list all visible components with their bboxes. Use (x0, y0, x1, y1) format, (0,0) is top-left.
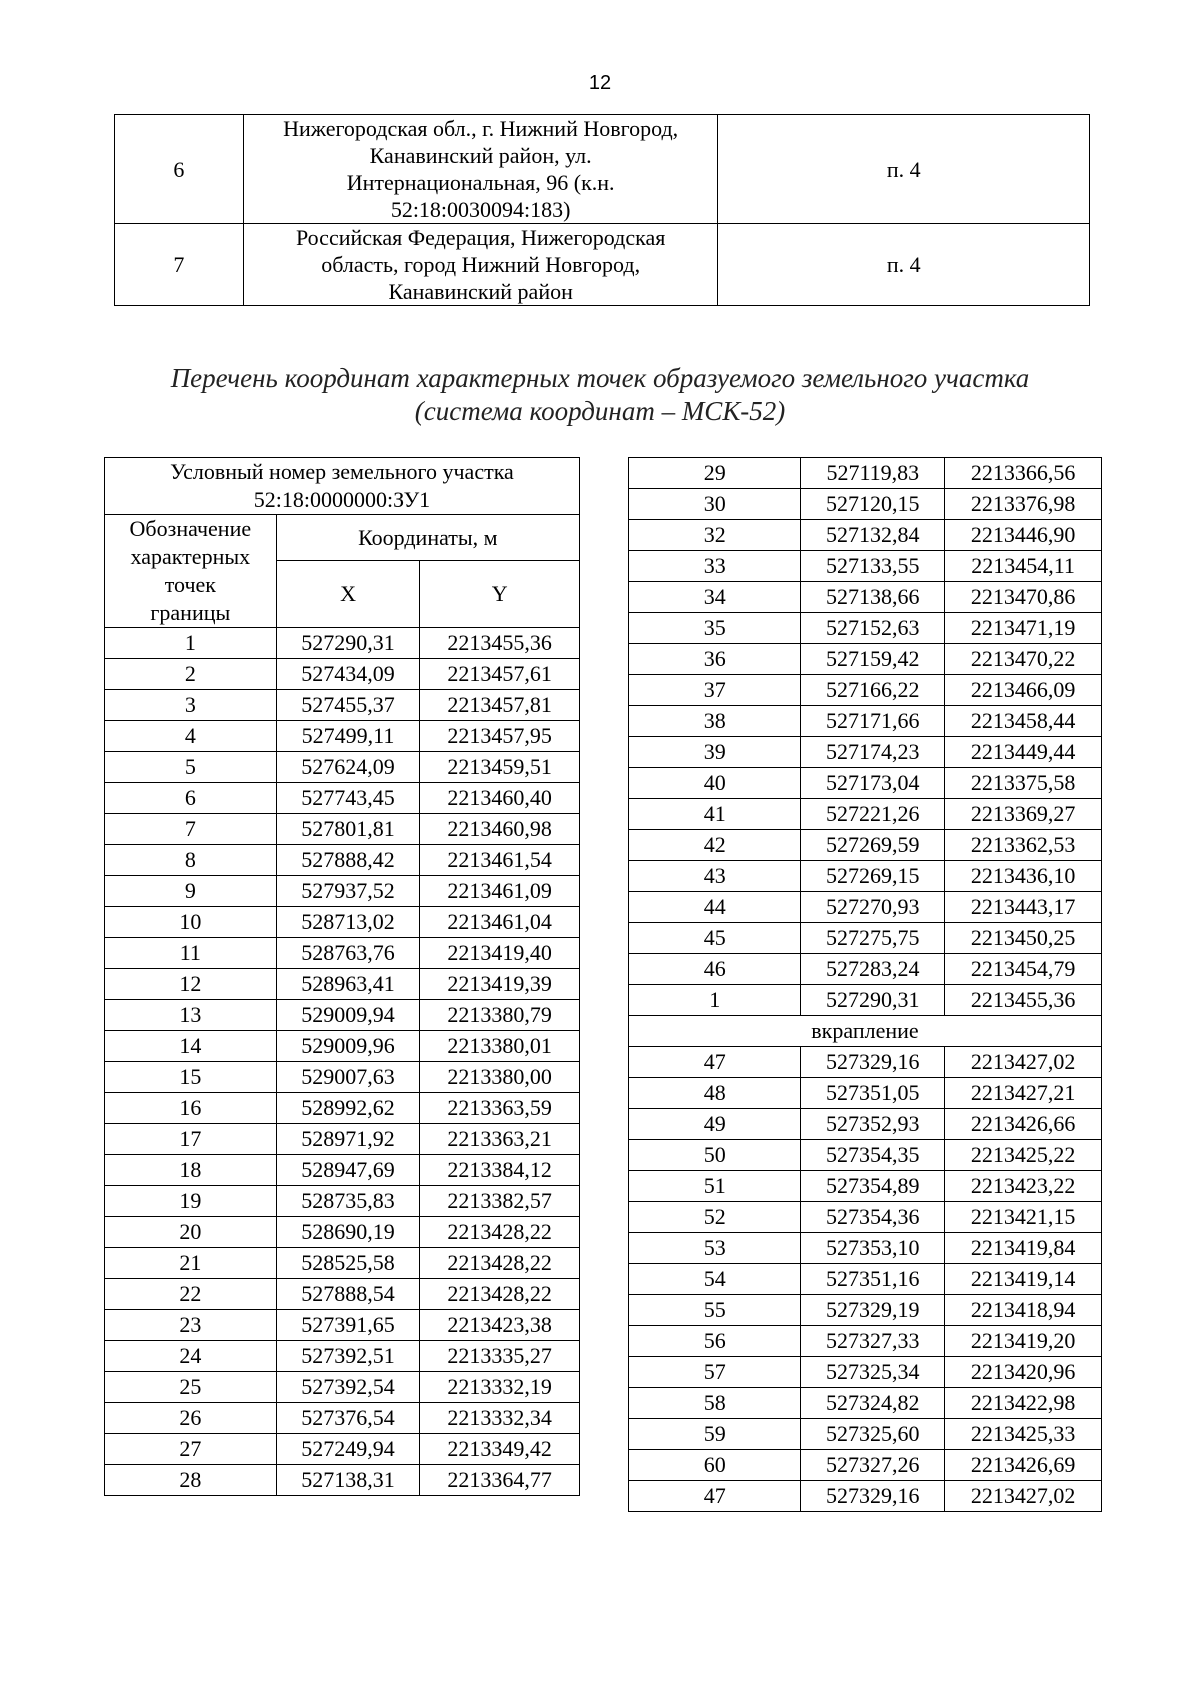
point-number: 32 (629, 520, 801, 551)
x-value: 528690,19 (276, 1217, 420, 1248)
address-line: 52:18:0030094:183) (390, 197, 571, 222)
point-header (105, 515, 277, 628)
x-value: 528992,62 (276, 1093, 420, 1124)
x-value: 527249,94 (276, 1434, 420, 1465)
point-header-line: границы (150, 600, 231, 625)
table-row (629, 799, 1102, 830)
point-number: 37 (629, 675, 801, 706)
point-number: 41 (629, 799, 801, 830)
point-number: 4 (105, 721, 277, 752)
x-value: 527133,55 (801, 551, 945, 582)
x-value: 527455,37 (276, 690, 420, 721)
y-value: 2213454,79 (945, 954, 1102, 985)
y-value: 2213376,98 (945, 489, 1102, 520)
point-number: 22 (105, 1279, 277, 1310)
table-row (629, 489, 1102, 520)
x-value: 528713,02 (276, 907, 420, 938)
table-row (629, 458, 1102, 489)
point-number: 59 (629, 1419, 801, 1450)
point-number: 38 (629, 706, 801, 737)
y-value: 2213455,36 (420, 628, 580, 659)
x-value: 527888,54 (276, 1279, 420, 1310)
point-number: 10 (105, 907, 277, 938)
x-value: 527743,45 (276, 783, 420, 814)
point-number: 35 (629, 613, 801, 644)
y-value: 2213457,81 (420, 690, 580, 721)
y-value: 2213419,14 (945, 1264, 1102, 1295)
point-number: 23 (105, 1310, 277, 1341)
y-value: 2213349,42 (420, 1434, 580, 1465)
y-value: 2213457,61 (420, 659, 580, 690)
table-row (629, 1388, 1102, 1419)
x-value: 527351,05 (801, 1078, 945, 1109)
y-value: 2213426,66 (945, 1109, 1102, 1140)
point-number: 47 (629, 1481, 801, 1512)
y-value: 2213382,57 (420, 1186, 580, 1217)
table-row (105, 1310, 580, 1341)
x-value: 527624,09 (276, 752, 420, 783)
y-value: 2213423,22 (945, 1171, 1102, 1202)
y-value: 2213423,38 (420, 1310, 580, 1341)
point-number: 14 (105, 1031, 277, 1062)
table-row (629, 644, 1102, 675)
point-number: 8 (105, 845, 277, 876)
table-row (105, 1031, 580, 1062)
x-value: 527173,04 (801, 768, 945, 799)
x-value: 527392,51 (276, 1341, 420, 1372)
y-value: 2213459,51 (420, 752, 580, 783)
point-number: 39 (629, 737, 801, 768)
point-number: 46 (629, 954, 801, 985)
point-number: 55 (629, 1295, 801, 1326)
y-value: 2213420,96 (945, 1357, 1102, 1388)
x-value: 527353,10 (801, 1233, 945, 1264)
point-number: 29 (629, 458, 801, 489)
table-row (105, 1062, 580, 1093)
x-value: 527937,52 (276, 876, 420, 907)
point-number: 24 (105, 1341, 277, 1372)
x-value: 527166,22 (801, 675, 945, 706)
point-number: 51 (629, 1171, 801, 1202)
table-row (629, 675, 1102, 706)
x-value: 528735,83 (276, 1186, 420, 1217)
table-row (629, 1295, 1102, 1326)
table-row (629, 1481, 1102, 1512)
table-row (105, 1372, 580, 1403)
address-line: Интернациональная, 96 (к.н. (346, 170, 615, 195)
y-value: 2213427,21 (945, 1078, 1102, 1109)
x-value: 527138,66 (801, 582, 945, 613)
table-row (629, 954, 1102, 985)
y-value: 2213460,40 (420, 783, 580, 814)
y-value: 2213428,22 (420, 1217, 580, 1248)
address-table (114, 114, 1090, 306)
x-value: 527120,15 (801, 489, 945, 520)
y-value: 2213471,19 (945, 613, 1102, 644)
y-value: 2213458,44 (945, 706, 1102, 737)
table-row (629, 1326, 1102, 1357)
x-value: 527499,11 (276, 721, 420, 752)
x-value: 527324,82 (801, 1388, 945, 1419)
table-row (629, 1047, 1102, 1078)
x-value: 527391,65 (276, 1310, 420, 1341)
table-row (105, 1093, 580, 1124)
y-value: 2213380,00 (420, 1062, 580, 1093)
point-number: 50 (629, 1140, 801, 1171)
table-row (105, 659, 580, 690)
point-number: 6 (105, 783, 277, 814)
point-header-line: точек (164, 572, 216, 597)
table-row (629, 582, 1102, 613)
table-row (629, 1357, 1102, 1388)
y-value: 2213446,90 (945, 520, 1102, 551)
point-number: 52 (629, 1202, 801, 1233)
y-value: 2213366,56 (945, 458, 1102, 489)
y-value: 2213332,34 (420, 1403, 580, 1434)
y-value: 2213455,36 (945, 985, 1102, 1016)
coordinates-header: Координаты, м (276, 515, 579, 561)
table-row (629, 1202, 1102, 1233)
table-row (629, 892, 1102, 923)
y-value: 2213369,27 (945, 799, 1102, 830)
table-row (105, 845, 580, 876)
plot-number-header (105, 458, 580, 515)
table-row (105, 938, 580, 969)
table-row (105, 1341, 580, 1372)
column-header-row (105, 515, 580, 561)
x-value: 527376,54 (276, 1403, 420, 1434)
x-value: 527801,81 (276, 814, 420, 845)
y-header: Y (420, 561, 580, 628)
y-value: 2213380,01 (420, 1031, 580, 1062)
x-value: 527275,75 (801, 923, 945, 954)
x-value: 527290,31 (801, 985, 945, 1016)
plot-label: Условный номер земельного участка (170, 459, 514, 484)
reference-cell: п. 4 (718, 115, 1090, 224)
point-number: 60 (629, 1450, 801, 1481)
table-row (105, 814, 580, 845)
point-number: 16 (105, 1093, 277, 1124)
x-value: 527392,54 (276, 1372, 420, 1403)
x-value: 527269,15 (801, 861, 945, 892)
address-line: Канавинский район (388, 279, 573, 304)
point-number: 2 (105, 659, 277, 690)
y-value: 2213363,21 (420, 1124, 580, 1155)
y-value: 2213418,94 (945, 1295, 1102, 1326)
table-row (629, 1109, 1102, 1140)
point-number: 30 (629, 489, 801, 520)
y-value: 2213380,79 (420, 1000, 580, 1031)
y-value: 2213461,04 (420, 907, 580, 938)
point-number: 57 (629, 1357, 801, 1388)
point-number: 40 (629, 768, 801, 799)
table-row (105, 1434, 580, 1465)
table-row (105, 721, 580, 752)
point-number: 7 (105, 814, 277, 845)
point-number: 1 (105, 628, 277, 659)
y-value: 2213470,22 (945, 644, 1102, 675)
x-value: 527888,42 (276, 845, 420, 876)
x-value: 527351,16 (801, 1264, 945, 1295)
table-row (629, 1171, 1102, 1202)
table-row (629, 1264, 1102, 1295)
point-number: 56 (629, 1326, 801, 1357)
address-cell (243, 224, 718, 306)
x-value: 529007,63 (276, 1062, 420, 1093)
y-value: 2213449,44 (945, 737, 1102, 768)
x-value: 527354,36 (801, 1202, 945, 1233)
y-value: 2213450,25 (945, 923, 1102, 954)
table-row (105, 1279, 580, 1310)
y-value: 2213461,54 (420, 845, 580, 876)
y-value: 2213436,10 (945, 861, 1102, 892)
table-row (629, 923, 1102, 954)
x-value: 527159,42 (801, 644, 945, 675)
x-value: 527270,93 (801, 892, 945, 923)
x-value: 527221,26 (801, 799, 945, 830)
coordinates-table-left (104, 457, 580, 1496)
page-number: 12 (588, 72, 612, 94)
point-number: 49 (629, 1109, 801, 1140)
x-value: 527325,60 (801, 1419, 945, 1450)
point-number: 19 (105, 1186, 277, 1217)
x-value: 527119,83 (801, 458, 945, 489)
table-row (629, 1140, 1102, 1171)
table-row (105, 1000, 580, 1031)
x-value: 527269,59 (801, 830, 945, 861)
table-row (105, 907, 580, 938)
point-number: 45 (629, 923, 801, 954)
table-row (105, 1403, 580, 1434)
address-cell (243, 115, 718, 224)
section-title (0, 362, 1200, 428)
point-number: 18 (105, 1155, 277, 1186)
reference-cell: п. 4 (718, 224, 1090, 306)
y-value: 2213363,59 (420, 1093, 580, 1124)
point-header-line: Обозначение (129, 516, 252, 541)
y-value: 2213384,12 (420, 1155, 580, 1186)
x-value: 528525,58 (276, 1248, 420, 1279)
plot-header-row (105, 458, 580, 515)
table-row (105, 876, 580, 907)
y-value: 2213362,53 (945, 830, 1102, 861)
point-number: 27 (105, 1434, 277, 1465)
x-value: 527132,84 (801, 520, 945, 551)
x-value: 527329,19 (801, 1295, 945, 1326)
y-value: 2213364,77 (420, 1465, 580, 1496)
y-value: 2213466,09 (945, 675, 1102, 706)
point-number: 25 (105, 1372, 277, 1403)
table-row (629, 551, 1102, 582)
point-number: 53 (629, 1233, 801, 1264)
table-row (105, 1217, 580, 1248)
y-value: 2213419,39 (420, 969, 580, 1000)
point-number: 13 (105, 1000, 277, 1031)
point-number: 1 (629, 985, 801, 1016)
point-number: 48 (629, 1078, 801, 1109)
x-value: 528947,69 (276, 1155, 420, 1186)
point-number: 12 (105, 969, 277, 1000)
x-header: X (276, 561, 420, 628)
y-value: 2213427,02 (945, 1047, 1102, 1078)
table-row (629, 985, 1102, 1016)
point-number: 3 (105, 690, 277, 721)
y-value: 2213428,22 (420, 1248, 580, 1279)
table-row (105, 1155, 580, 1186)
table-row (105, 783, 580, 814)
x-value: 527283,24 (801, 954, 945, 985)
point-number: 43 (629, 861, 801, 892)
x-value: 527325,34 (801, 1357, 945, 1388)
point-number: 26 (105, 1403, 277, 1434)
table-row (629, 1233, 1102, 1264)
point-number: 28 (105, 1465, 277, 1496)
x-value: 527174,23 (801, 737, 945, 768)
table-row (629, 706, 1102, 737)
table-row (629, 830, 1102, 861)
x-value: 527329,16 (801, 1047, 945, 1078)
table-row (629, 1450, 1102, 1481)
x-value: 527327,33 (801, 1326, 945, 1357)
row-number: 6 (115, 115, 244, 224)
x-value: 527354,35 (801, 1140, 945, 1171)
x-value: 527152,63 (801, 613, 945, 644)
y-value: 2213454,11 (945, 551, 1102, 582)
table-row (105, 690, 580, 721)
address-line: Нижегородская обл., г. Нижний Новгород, (283, 116, 679, 141)
x-value: 527354,89 (801, 1171, 945, 1202)
table-row (629, 861, 1102, 892)
y-value: 2213335,27 (420, 1341, 580, 1372)
point-number: 21 (105, 1248, 277, 1279)
y-value: 2213375,58 (945, 768, 1102, 799)
table-row (629, 613, 1102, 644)
x-value: 527434,09 (276, 659, 420, 690)
y-value: 2213425,22 (945, 1140, 1102, 1171)
address-line: Российская Федерация, Нижегородская (295, 225, 666, 250)
point-number: 5 (105, 752, 277, 783)
x-value: 527329,16 (801, 1481, 945, 1512)
point-number: 47 (629, 1047, 801, 1078)
table-row (105, 1465, 580, 1496)
point-number: 15 (105, 1062, 277, 1093)
x-value: 527352,93 (801, 1109, 945, 1140)
y-value: 2213461,09 (420, 876, 580, 907)
inclusion-row (629, 1016, 1102, 1047)
point-number: 54 (629, 1264, 801, 1295)
y-value: 2213422,98 (945, 1388, 1102, 1419)
table-row (105, 1186, 580, 1217)
x-value: 529009,94 (276, 1000, 420, 1031)
table-row (105, 752, 580, 783)
y-value: 2213419,40 (420, 938, 580, 969)
y-value: 2213419,20 (945, 1326, 1102, 1357)
x-value: 528763,76 (276, 938, 420, 969)
point-header-line: характерных (130, 544, 251, 569)
x-value: 528971,92 (276, 1124, 420, 1155)
y-value: 2213460,98 (420, 814, 580, 845)
y-value: 2213332,19 (420, 1372, 580, 1403)
title-line: (система координат – МСК-52) (414, 396, 786, 426)
row-number: 7 (115, 224, 244, 306)
table-row (115, 224, 1090, 306)
point-number: 33 (629, 551, 801, 582)
table-row (105, 1124, 580, 1155)
address-line: область, город Нижний Новгород, (321, 252, 641, 277)
point-number: 58 (629, 1388, 801, 1419)
address-line: Канавинский район, ул. (369, 143, 592, 168)
title-line: Перечень координат характерных точек образуемого земельного участка (170, 363, 1030, 393)
table-row (105, 628, 580, 659)
point-number: 44 (629, 892, 801, 923)
table-row (105, 1248, 580, 1279)
point-number: 11 (105, 938, 277, 969)
table-row (115, 115, 1090, 224)
table-row (629, 1078, 1102, 1109)
y-value: 2213425,33 (945, 1419, 1102, 1450)
y-value: 2213419,84 (945, 1233, 1102, 1264)
point-number: 17 (105, 1124, 277, 1155)
table-row (629, 737, 1102, 768)
point-number: 34 (629, 582, 801, 613)
x-value: 527138,31 (276, 1465, 420, 1496)
y-value: 2213428,22 (420, 1279, 580, 1310)
x-value: 527290,31 (276, 628, 420, 659)
coordinates-table-right (628, 457, 1102, 1512)
y-value: 2213443,17 (945, 892, 1102, 923)
table-row (629, 520, 1102, 551)
point-number: 36 (629, 644, 801, 675)
y-value: 2213457,95 (420, 721, 580, 752)
y-value: 2213421,15 (945, 1202, 1102, 1233)
inclusion-label: вкрапление (629, 1016, 1102, 1047)
x-value: 528963,41 (276, 969, 420, 1000)
table-row (105, 969, 580, 1000)
point-number: 42 (629, 830, 801, 861)
plot-cadastral-number: 52:18:0000000:ЗУ1 (253, 487, 431, 512)
x-value: 529009,96 (276, 1031, 420, 1062)
y-value: 2213427,02 (945, 1481, 1102, 1512)
table-row (629, 768, 1102, 799)
x-value: 527327,26 (801, 1450, 945, 1481)
point-number: 9 (105, 876, 277, 907)
point-number: 20 (105, 1217, 277, 1248)
table-row (629, 1419, 1102, 1450)
y-value: 2213470,86 (945, 582, 1102, 613)
y-value: 2213426,69 (945, 1450, 1102, 1481)
x-value: 527171,66 (801, 706, 945, 737)
